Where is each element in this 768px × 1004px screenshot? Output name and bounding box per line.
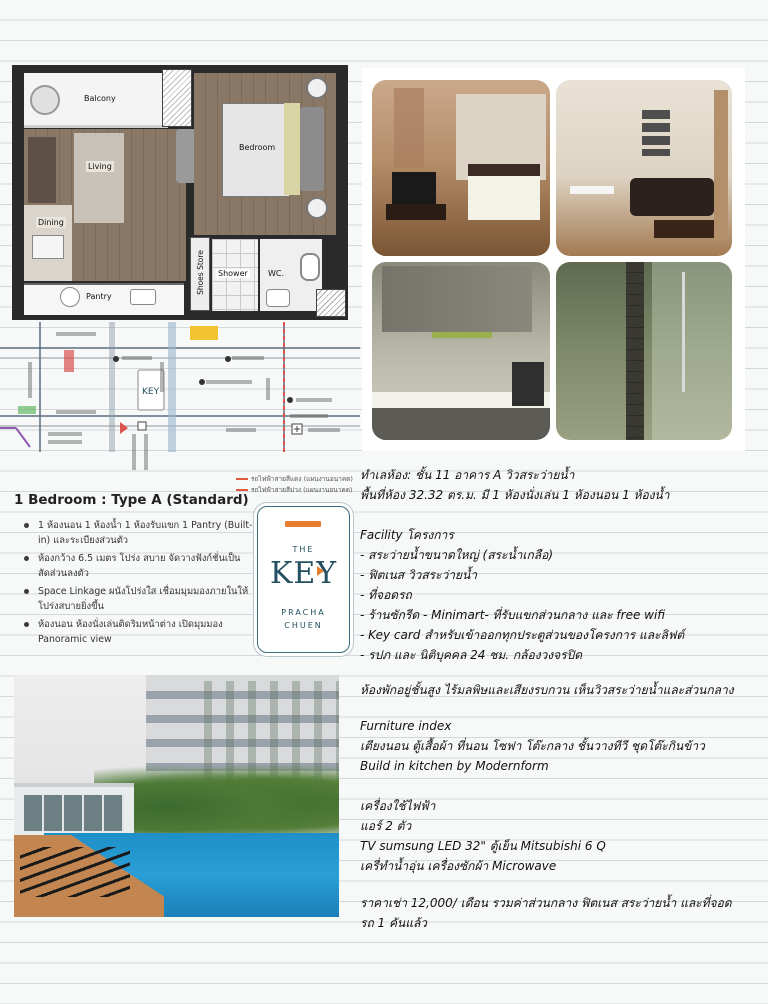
balcony-rail xyxy=(24,125,168,128)
unit-feature-item: ห้องกว้าง 6.5 เมตร โปร่ง สบาย จัดวางฟังก์ชั่นเป็นสัดส่วนลงตัว xyxy=(22,551,254,581)
photo-living-sofa xyxy=(630,178,714,216)
facility-item: - รปภ และ นิติบุคคล 24 ชม. กล้องวงจรปิด xyxy=(360,648,583,662)
photo-bathroom xyxy=(556,262,732,440)
logo-chuen: CHUEN xyxy=(284,621,323,630)
room-label-dining: Dining xyxy=(38,218,64,227)
photo-bedroom-curtain xyxy=(394,88,424,168)
sofa xyxy=(28,137,56,203)
facility-item: - สระว่ายน้ำขนาดใหญ่ (สระน้ำเกลือ) xyxy=(360,548,554,562)
purple-line-swatch xyxy=(236,489,248,491)
facility-item: - ร้านซักรีด - Minimart- ที่รับแขกส่วนกลาง และ free wifi xyxy=(360,608,666,622)
listing-area: พื้นที่ห้อง 32.32 ตร.ม. มี 1 ห้องนั่งเล่น 1 ห้องนอน 1 ห้องน้ำ xyxy=(360,488,670,502)
unit-feature-list xyxy=(22,518,254,650)
photo-bedroom-bed xyxy=(468,164,540,220)
photo-bedroom-tv xyxy=(392,172,436,204)
room-label-bedroom: Bedroom xyxy=(239,143,276,152)
furniture-title: Furniture index xyxy=(360,719,452,733)
facility-item: - Key card สำหรับเข้าออกทุกประตูส่วนของโครงการ และลิฟต์ xyxy=(360,628,685,642)
appliance-title: เครื่องใช้ไฟฟ้า xyxy=(360,799,436,813)
legend-red-line-label: รถไฟฟ้าสายสีแดง (แผนงานอนาคต) xyxy=(251,475,353,483)
facility-item: - ที่จอดรถ xyxy=(360,588,412,602)
photo-bedroom-tv-stand xyxy=(386,204,446,220)
unit-feature-item: ห้องนอน ห้องนั่งเล่นติดริมหน้าต่าง เปิดมุมมอง Panoramic view xyxy=(22,617,254,647)
unit-type-title: 1 Bedroom : Type A (Standard) xyxy=(14,492,249,508)
photo-bathroom-shower-pipe xyxy=(682,272,685,392)
logo-play-icon xyxy=(317,566,324,576)
photo-bathroom-glass xyxy=(652,262,732,440)
room-photo-grid xyxy=(362,68,745,451)
photo-kitchen-cabinets xyxy=(382,266,532,332)
floor-plan xyxy=(12,65,348,320)
legend-purple-line-label: รถไฟฟ้าสายสีม่วง (แผนงานอนาคต) xyxy=(251,486,353,494)
photo-kitchen-fridge xyxy=(512,362,544,406)
photo-living-frames xyxy=(642,110,670,156)
map-legend-purple-line xyxy=(236,485,352,495)
pillows xyxy=(300,107,324,191)
rent-price: ราคาเช่า 12,000/ เดือน รวมค่าส่วนกลาง ฟิตเนส สระว่ายน้ำ และที่จอด xyxy=(360,896,732,910)
lamp-bottom-icon xyxy=(306,197,328,219)
photo-living-curtain xyxy=(714,90,728,240)
washer-icon xyxy=(30,85,60,115)
room-label-pantry: Pantry xyxy=(86,292,112,301)
facility-item: - ฟิตเนส วิวสระว่ายน้ำ xyxy=(360,568,478,582)
red-line-swatch xyxy=(236,478,248,480)
photo-living-table xyxy=(570,186,614,194)
logo-pracha: PRACHA xyxy=(281,608,326,617)
rent-price-continued: รถ 1 คันแล้ว xyxy=(360,916,428,930)
map-legend-red-line xyxy=(236,474,353,484)
room-label-living: Living xyxy=(88,162,112,171)
photo-kitchen-base xyxy=(372,408,550,440)
living-rug xyxy=(74,133,124,223)
room-label-shower: Shower xyxy=(218,269,248,278)
room-note: ห้องพักอยู่ชั้นสูง ไร้มลพิษและเสียงรบกวน เห็นวิวสระว่ายน้ำและส่วนกลาง xyxy=(360,683,734,697)
photo-bedroom xyxy=(372,80,550,256)
logo-the: THE xyxy=(292,545,315,554)
room-label-shoes-store: Shoes Store xyxy=(195,250,205,295)
the-key-logo xyxy=(257,506,350,653)
appliance-item: TV sumsung LED 32" ตู้เย็น Mitsubishi 6 Q xyxy=(360,839,606,853)
photo-bathroom-tiles xyxy=(626,262,644,440)
furniture-list: เตียงนอน ตู้เสื้อผ้า ที่นอน โซฟา โต๊ะกลาง ชั้นวางทีวี ชุดโต๊ะกินข้าว xyxy=(360,739,705,753)
kitchen-sink-icon xyxy=(130,289,156,305)
pool-pavilion-glass xyxy=(24,795,124,831)
stove-icon xyxy=(60,287,80,307)
logo-key: KEY xyxy=(269,556,338,591)
appliance-item: แอร์ 2 ตัว xyxy=(360,819,412,833)
svg-text:KEY: KEY xyxy=(142,387,160,397)
appliance-item: เครื่ทำน้ำอุ่น เครื่องซักผ้า Microwave xyxy=(360,859,557,873)
unit-feature-item: 1 ห้องนอน 1 ห้องน้ำ 1 ห้องรับแขก 1 Pantry (Built-in) และระเบียงส่วนตัว xyxy=(22,518,254,548)
listing-location: ทำเลห้อง: ชั้น 11 อาคาร A วิวสระว่ายน้ำ xyxy=(360,468,575,482)
sink-icon xyxy=(266,289,290,307)
dining-table xyxy=(32,235,64,259)
kitchen-brand: Build in kitchen by Modernform xyxy=(360,759,549,773)
photo-living xyxy=(556,80,732,256)
sliding-door xyxy=(162,69,192,127)
room-label-wc: WC. xyxy=(268,269,285,278)
photo-kitchen-shelf xyxy=(432,332,492,338)
toilet-icon xyxy=(300,253,320,281)
unit-feature-item: Space Linkage ผนังโปร่งใส เชื่อมมุมมองภายในให้โปร่งสบายยิ่งขึ้น xyxy=(22,584,254,614)
pool-photo xyxy=(14,675,339,917)
duct xyxy=(316,289,346,317)
pool-loungers xyxy=(20,847,130,897)
lamp-top-icon xyxy=(306,77,328,99)
bed-throw xyxy=(284,103,300,195)
room-label-balcony: Balcony xyxy=(84,94,116,103)
logo-accent-bar xyxy=(285,521,321,527)
photo-kitchen xyxy=(372,262,550,440)
facility-title: Facility โครงการ xyxy=(360,528,454,542)
